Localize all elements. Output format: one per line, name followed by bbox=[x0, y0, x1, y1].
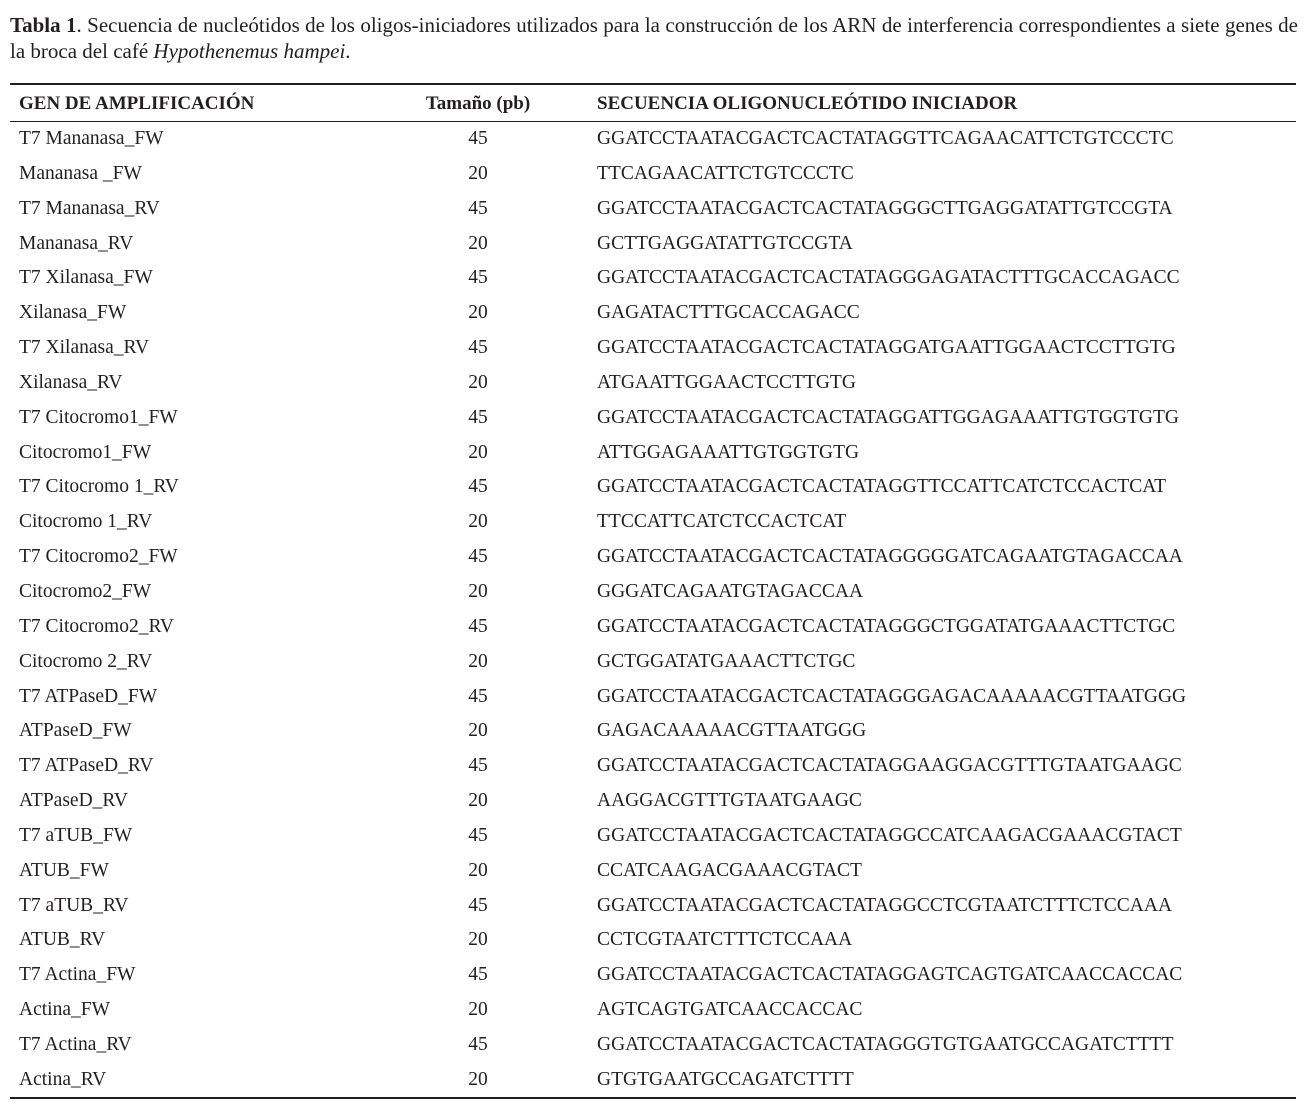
table-row bbox=[0, 403, 1315, 438]
gene-name-cell: Citocromo1_FW bbox=[19, 441, 152, 463]
sequence-cell: GGATCCTAATACGACTCACTATAGGGCTTGAGGATATTGTCCGTA bbox=[597, 197, 1173, 219]
header-gene: GEN DE AMPLIFICACIÓN bbox=[19, 93, 255, 114]
table-row bbox=[0, 891, 1315, 926]
table-row bbox=[0, 995, 1315, 1030]
gene-name-cell: Citocromo 2_RV bbox=[19, 650, 153, 672]
table-header-row bbox=[0, 89, 1315, 119]
sequence-cell: GGATCCTAATACGACTCACTATAGGAAGGACGTTTGTAATGAAGC bbox=[597, 755, 1182, 777]
sequence-cell: GGATCCTAATACGACTCACTATAGGGAGACAAAAACGTTAATGGG bbox=[597, 685, 1187, 707]
table-row bbox=[0, 1065, 1315, 1100]
table-row bbox=[0, 368, 1315, 403]
caption-label: Tabla 1 bbox=[10, 13, 77, 37]
table-row bbox=[0, 333, 1315, 368]
size-cell: 45 bbox=[468, 685, 488, 707]
gene-name-cell: T7 ATPaseD_RV bbox=[19, 755, 154, 777]
sequence-cell: GAGACAAAAACGTTAATGGG bbox=[597, 720, 867, 742]
sequence-cell: GGATCCTAATACGACTCACTATAGGTTCCATTCATCTCCACTCAT bbox=[597, 476, 1167, 498]
table-row bbox=[0, 751, 1315, 786]
table-row bbox=[0, 821, 1315, 856]
gene-name-cell: T7 Citocromo1_FW bbox=[19, 406, 178, 428]
sequence-cell: TTCCATTCATCTCCACTCAT bbox=[597, 511, 847, 533]
size-cell: 45 bbox=[468, 755, 488, 777]
caption-text: . Secuencia de nucleótidos de los oligos-iniciadores utilizados para la construcción de los ARN de interferencia correspondientes a siete genes de la broca del café bbox=[10, 13, 1298, 63]
table-row bbox=[0, 856, 1315, 891]
size-cell: 20 bbox=[468, 929, 488, 951]
gene-name-cell: T7 Xilanasa_FW bbox=[19, 267, 153, 289]
size-cell: 20 bbox=[468, 1068, 488, 1090]
size-cell: 45 bbox=[468, 1033, 488, 1055]
size-cell: 20 bbox=[468, 790, 488, 812]
gene-name-cell: Mananasa_RV bbox=[19, 232, 134, 254]
size-cell: 45 bbox=[468, 128, 488, 149]
gene-name-cell: ATPaseD_RV bbox=[19, 790, 128, 812]
size-cell: 45 bbox=[468, 337, 488, 359]
gene-name-cell: Actina_FW bbox=[19, 999, 110, 1021]
gene-name-cell: Actina_RV bbox=[19, 1068, 107, 1090]
gene-name-cell: Xilanasa_FW bbox=[19, 302, 127, 324]
sequence-cell: GAGATACTTTGCACCAGACC bbox=[597, 302, 860, 324]
sequence-cell: GGATCCTAATACGACTCACTATAGGCCTCGTAATCTTTCTCCAAA bbox=[597, 894, 1173, 916]
gene-name-cell: ATPaseD_FW bbox=[19, 720, 132, 742]
table-row bbox=[0, 263, 1315, 298]
sequence-cell: AAGGACGTTTGTAATGAAGC bbox=[597, 790, 862, 812]
gene-name-cell: T7 ATPaseD_FW bbox=[19, 685, 158, 707]
header-size: Tamaño (pb) bbox=[425, 93, 531, 114]
gene-name-cell: Mananasa _FW bbox=[19, 162, 142, 184]
table-row bbox=[0, 194, 1315, 229]
sequence-cell: GCTTGAGGATATTGTCCGTA bbox=[597, 232, 853, 254]
table-row bbox=[0, 786, 1315, 821]
table-row bbox=[0, 577, 1315, 612]
sequence-cell: ATTGGAGAAATTGTGGTGTG bbox=[597, 441, 860, 463]
sequence-cell: GGATCCTAATACGACTCACTATAGGGTGTGAATGCCAGATCTTTT bbox=[597, 1033, 1174, 1055]
sequence-cell: GTGTGAATGCCAGATCTTTT bbox=[597, 1068, 854, 1090]
sequence-cell: GGATCCTAATACGACTCACTATAGGCCATCAAGACGAAACGTACT bbox=[597, 824, 1182, 846]
caption-species: Hypothenemus hampei bbox=[153, 39, 346, 63]
sequence-cell: GGGATCAGAATGTAGACCAA bbox=[597, 580, 864, 602]
table-row bbox=[0, 124, 1315, 159]
table-row bbox=[0, 1030, 1315, 1065]
table-header-rule bbox=[10, 121, 1296, 122]
table-row bbox=[0, 716, 1315, 751]
table-body bbox=[0, 124, 1315, 1100]
sequence-cell: GGATCCTAATACGACTCACTATAGGAGTCAGTGATCAACCACCAC bbox=[597, 964, 1183, 986]
sequence-cell: ATGAATTGGAACTCCTTGTG bbox=[597, 371, 856, 393]
size-cell: 45 bbox=[468, 894, 488, 916]
table-row bbox=[0, 507, 1315, 542]
size-cell: 20 bbox=[468, 720, 488, 742]
sequence-cell: GCTGGATATGAAACTTCTGC bbox=[597, 650, 856, 672]
sequence-cell: TTCAGAACATTCTGTCCCTC bbox=[597, 162, 854, 184]
size-cell: 20 bbox=[468, 232, 488, 254]
size-cell: 45 bbox=[468, 546, 488, 568]
size-cell: 20 bbox=[468, 859, 488, 881]
sequence-cell: GGATCCTAATACGACTCACTATAGGATTGGAGAAATTGTGGTGTG bbox=[597, 406, 1179, 428]
table-bottom-rule bbox=[10, 1097, 1296, 1099]
size-cell: 45 bbox=[468, 824, 488, 846]
table-row bbox=[0, 960, 1315, 995]
table-row bbox=[0, 647, 1315, 682]
gene-name-cell: T7 Citocromo 1_RV bbox=[19, 476, 179, 498]
gene-name-cell: T7 Mananasa_FW bbox=[19, 128, 164, 149]
size-cell: 45 bbox=[468, 964, 488, 986]
table-row bbox=[0, 612, 1315, 647]
size-cell: 20 bbox=[468, 441, 488, 463]
gene-name-cell: Citocromo2_FW bbox=[19, 580, 152, 602]
sequence-cell: GGATCCTAATACGACTCACTATAGGATGAATTGGAACTCCTTGTG bbox=[597, 337, 1176, 359]
size-cell: 45 bbox=[468, 267, 488, 289]
size-cell: 20 bbox=[468, 371, 488, 393]
size-cell: 45 bbox=[468, 197, 488, 219]
table-row bbox=[0, 159, 1315, 194]
gene-name-cell: ATUB_FW bbox=[19, 859, 109, 881]
size-cell: 45 bbox=[468, 615, 488, 637]
size-cell: 20 bbox=[468, 511, 488, 533]
size-cell: 20 bbox=[468, 162, 488, 184]
sequence-cell: CCATCAAGACGAAACGTACT bbox=[597, 859, 862, 881]
table-row bbox=[0, 682, 1315, 717]
size-cell: 20 bbox=[468, 999, 488, 1021]
caption-end: . bbox=[345, 39, 351, 63]
size-cell: 20 bbox=[468, 650, 488, 672]
sequence-cell: GGATCCTAATACGACTCACTATAGGGGGATCAGAATGTAGACCAA bbox=[597, 546, 1183, 568]
table-row bbox=[0, 438, 1315, 473]
sequence-cell: GGATCCTAATACGACTCACTATAGGGAGATACTTTGCACCAGACC bbox=[597, 267, 1180, 289]
gene-name-cell: T7 Citocromo2_FW bbox=[19, 546, 178, 568]
gene-name-cell: T7 Citocromo2_RV bbox=[19, 615, 174, 637]
gene-name-cell: T7 Mananasa_RV bbox=[19, 197, 160, 219]
table-caption bbox=[10, 12, 1298, 64]
size-cell: 20 bbox=[468, 580, 488, 602]
sequence-cell: GGATCCTAATACGACTCACTATAGGGCTGGATATGAAACTTCTGC bbox=[597, 615, 1176, 637]
sequence-cell: GGATCCTAATACGACTCACTATAGGTTCAGAACATTCTGTCCCTC bbox=[597, 128, 1174, 149]
table-row bbox=[0, 542, 1315, 577]
sequence-cell: AGTCAGTGATCAACCACCAC bbox=[597, 999, 863, 1021]
size-cell: 20 bbox=[468, 302, 488, 324]
table-row bbox=[0, 472, 1315, 507]
header-sequence: SECUENCIA OLIGONUCLEÓTIDO INICIADOR bbox=[597, 93, 1018, 114]
gene-name-cell: T7 aTUB_RV bbox=[19, 894, 129, 916]
table-row bbox=[0, 229, 1315, 264]
table-row bbox=[0, 298, 1315, 333]
gene-name-cell: Xilanasa_RV bbox=[19, 371, 123, 393]
gene-name-cell: T7 Actina_RV bbox=[19, 1033, 132, 1055]
size-cell: 45 bbox=[468, 476, 488, 498]
gene-name-cell: ATUB_RV bbox=[19, 929, 106, 951]
table-row bbox=[0, 925, 1315, 960]
gene-name-cell: Citocromo 1_RV bbox=[19, 511, 153, 533]
size-cell: 45 bbox=[468, 406, 488, 428]
gene-name-cell: T7 Xilanasa_RV bbox=[19, 337, 150, 359]
gene-name-cell: T7 aTUB_FW bbox=[19, 824, 133, 846]
sequence-cell: CCTCGTAATCTTTCTCCAAA bbox=[597, 929, 853, 951]
table-top-rule bbox=[10, 83, 1296, 85]
gene-name-cell: T7 Actina_FW bbox=[19, 964, 136, 986]
